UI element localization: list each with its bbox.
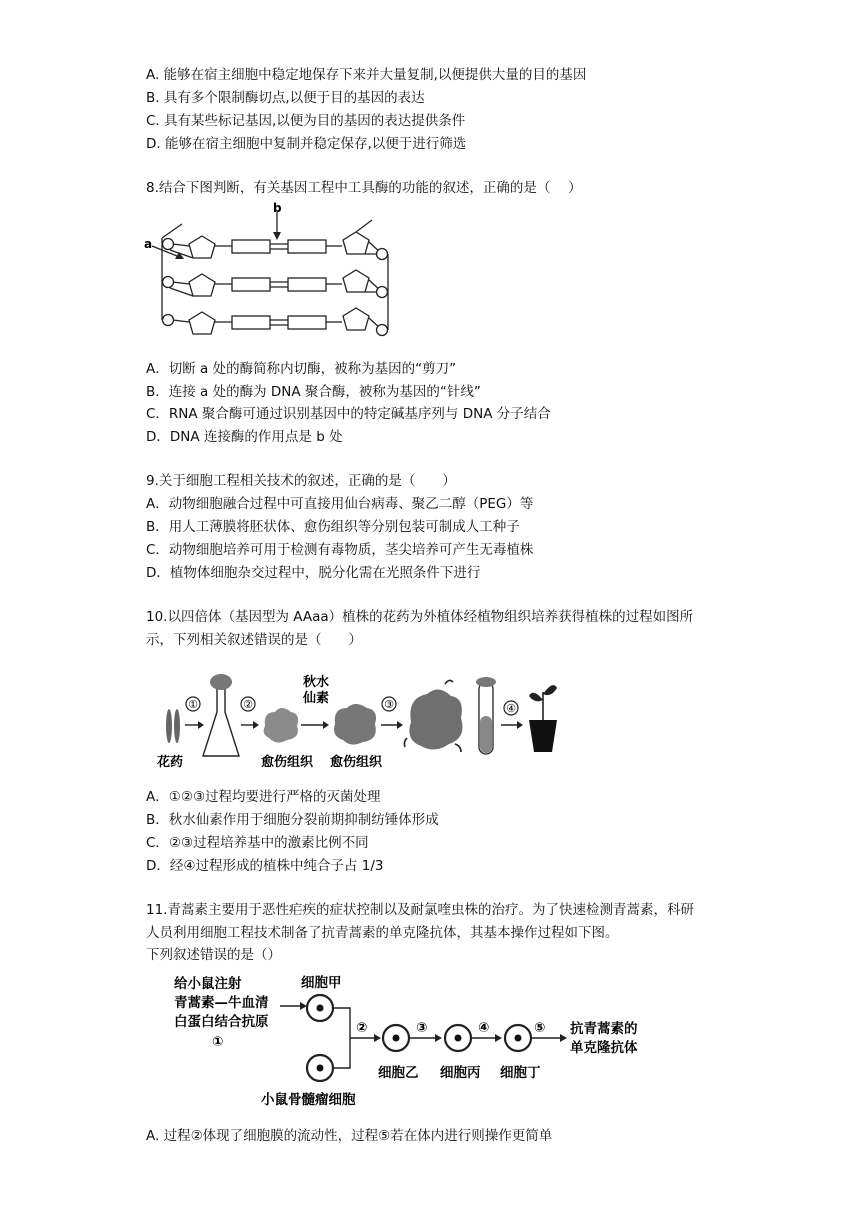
q11-option-a: A. 过程②体现了细胞膜的流动性，过程⑤若在体内进行则操作更简单 <box>146 1128 553 1144</box>
step-2: ② <box>356 1020 368 1036</box>
label-colchicine-1: 秋水 <box>303 675 330 690</box>
q8-option-a: A．切断 a 处的酶简称内切酶，被称为基因的“剪刀” <box>146 361 457 377</box>
label-callus-2: 愈伤组织 <box>330 755 383 770</box>
step-1: ① <box>212 1034 224 1050</box>
q10-stem-line2: 示，下列相关叙述错误的是（ ） <box>146 632 362 648</box>
q9-option-a: A．动物细胞融合过程中可直接用仙台病毒、聚乙二醇（PEG）等 <box>146 496 534 512</box>
step-4: ④ <box>478 1020 490 1036</box>
step-3: ③ <box>384 698 394 711</box>
monoclonal-antibody-diagram <box>168 970 668 1115</box>
inject-line-1: 给小鼠注射 <box>174 976 242 992</box>
step-3: ③ <box>416 1020 428 1036</box>
q11-stem-line1: 11.青蒿素主要用于恶性疟疾的症状控制以及耐氯喹虫株的治疗。为了快速检测青蒿素，科研 <box>146 902 694 918</box>
product-line-1: 抗青蒿素的 <box>570 1021 638 1037</box>
q10-option-d: D．经④过程形成的植株中纯合子占 1/3 <box>146 858 384 874</box>
inject-line-3: 白蛋白结合抗原 <box>174 1014 269 1030</box>
q8-stem: 8.结合下图判断，有关基因工程中工具酶的功能的叙述，正确的是（ ） <box>146 180 582 196</box>
q9-option-c: C．动物细胞培养可用于检测有毒物质，茎尖培养可产生无毒植株 <box>146 542 534 558</box>
product-line-2: 单克隆抗体 <box>570 1040 638 1056</box>
label-b: b <box>273 202 282 215</box>
cell-jia-label: 细胞甲 <box>301 975 342 991</box>
tissue-culture-diagram <box>155 668 575 778</box>
q7-option-b: B. 具有多个限制酶切点,以便于目的基因的表达 <box>146 90 425 106</box>
step-2: ② <box>243 698 253 711</box>
label-a: a <box>144 237 153 251</box>
q8-option-b: B．连接 a 处的酶为 DNA 聚合酶，被称为基因的“针线” <box>146 384 481 400</box>
step-4: ④ <box>506 702 516 715</box>
step-1: ① <box>188 698 198 711</box>
label-anther: 花药 <box>157 755 184 770</box>
inject-line-2: 青蒿素—牛血清 <box>174 995 269 1011</box>
step-5: ⑤ <box>534 1020 546 1036</box>
q8-option-d: D．DNA 连接酶的作用点是 b 处 <box>146 429 343 445</box>
cell-yi-label: 细胞乙 <box>378 1065 419 1081</box>
q10-stem-line1: 10.以四倍体（基因型为 AAaa）植株的花药为外植体经植物组织培养获得植株的过程如图所 <box>146 609 694 625</box>
q8-option-c: C．RNA 聚合酶可通过识别基因中的特定碱基序列与 DNA 分子结合 <box>146 406 551 422</box>
q11-stem-line3: 下列叙述错误的是（） <box>146 947 281 963</box>
dna-structure-diagram <box>140 202 410 350</box>
q7-option-d: D. 能够在宿主细胞中复制并稳定保存,以便于进行筛选 <box>146 136 467 152</box>
cell-ding-label: 细胞丁 <box>500 1065 541 1081</box>
q9-option-b: B．用人工薄膜将胚状体、愈伤组织等分别包装可制成人工种子 <box>146 519 520 535</box>
cell-bing-label: 细胞丙 <box>440 1065 481 1081</box>
q7-option-a: A. 能够在宿主细胞中稳定地保存下来并大量复制,以便提供大量的目的基因 <box>146 67 587 83</box>
q10-option-a: A．①②③过程均要进行严格的灭菌处理 <box>146 789 381 805</box>
q9-option-d: D．植物体细胞杂交过程中，脱分化需在光照条件下进行 <box>146 565 481 581</box>
q11-stem-line2: 人员利用细胞工程技术制备了抗青蒿素的单克隆抗体，其基本操作过程如下图。 <box>146 925 619 941</box>
q7-option-c: C. 具有某些标记基因,以便为目的基因的表达提供条件 <box>146 113 466 129</box>
label-colchicine-2: 仙素 <box>303 691 330 706</box>
q9-stem: 9.关于细胞工程相关技术的叙述，正确的是（ ） <box>146 473 456 489</box>
label-callus-1: 愈伤组织 <box>261 755 314 770</box>
myeloma-label: 小鼠骨髓瘤细胞 <box>261 1092 356 1108</box>
q10-option-b: B．秋水仙素作用于细胞分裂前期抑制纺锤体形成 <box>146 812 439 828</box>
q10-option-c: C．②③过程培养基中的激素比例不同 <box>146 835 369 851</box>
